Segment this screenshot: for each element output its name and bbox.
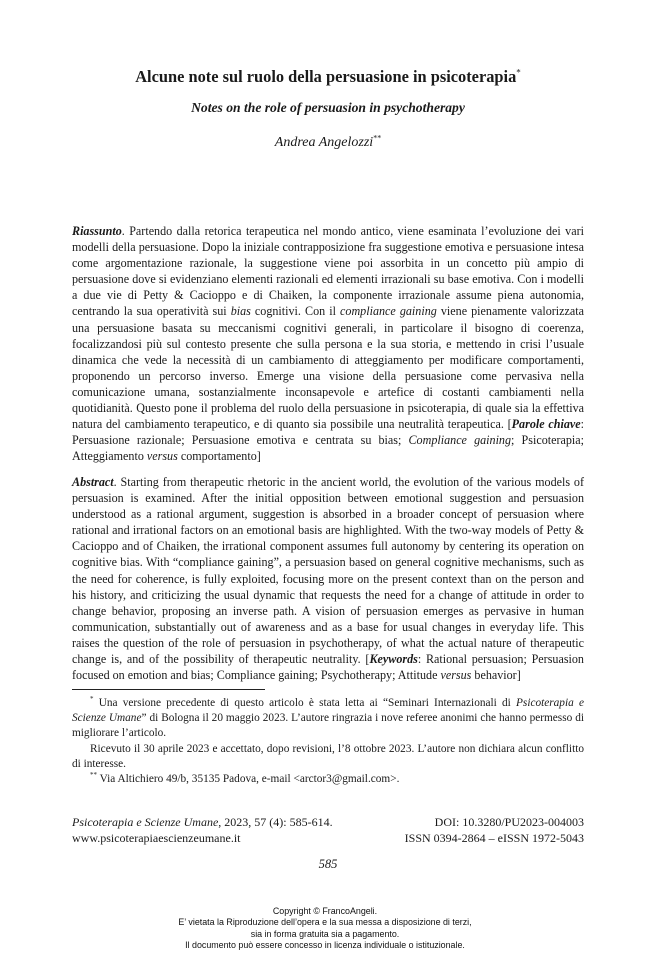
journal-name: Psicoterapia e Scienze Umane [72,815,219,829]
journal-issn: ISSN 0394-2864 – eISSN 1972-5043 [404,830,584,845]
footnote-1-text-1: Una versione precedente di questo articolo è stata letta ai “Seminari Internazionali di [93,697,517,709]
abstract-en-lead: Abstract [72,475,114,489]
copyright-line-4: Il documento può essere concesso in licenza individuale o istituzionale. [185,939,465,950]
abstract-en-text-2: : Rational persuasion; Persuasion focused on emotion and bias; Compliance gaining; Psychotherapy; Attitude [72,652,584,683]
abstract-it-text-5: ; Psicoterapia; Atteggiamento [72,433,584,464]
journal-info [72,815,584,846]
footnote-1-mark: * [90,695,94,704]
footnote-2 [72,772,584,787]
footnote-1 [72,696,584,742]
abstract-it-italic-2: compliance gaining [340,304,437,319]
abstract-it-lead: Riassunto [72,224,122,238]
author-line [72,134,584,152]
copyright-line-1: Copyright © FrancoAngeli. [272,906,378,916]
journal-citation [72,815,333,831]
article-title [72,67,584,87]
footnote-2-mark: ** [90,771,97,780]
abstract-en-keywords-label: Keywords [369,652,418,667]
abstract-it-italic-4: versus [146,449,178,464]
journal-website: www.psicoterapiaescienzeumane.it [72,830,241,845]
abstract-it-text-3: viene pienamente valorizzata una persuasione basata su meccanismi cognitivi generali, in particolare il bisogno di coerenza, focalizzandosi più sul contesto presente che sulla persona e la sua storia, e mettendo in crisi l’usuale dinamica che vede la necessità di un cambiamento di atteggiamento per modificare comportamenti, proponendo un percorso inverso. Emerge una visione della persuasione come pervasiva nella comunicazione umana, sostanzialmente inconsapevole e artefice di costanti cambiamenti nella quotidianità. Questo pone il problema del ruolo della persuasione in psicoterapia, di quale sia la effettiva natura del cambiamento terapeutico, e di quanto sia possibile una neutralità terapeutica. [ [72,304,584,432]
abstract-it-text-6: comportamento] [177,449,261,464]
abstract-it-text-2: cognitivi. Con il [250,304,341,319]
abstract-en-italic-1: versus [440,668,472,683]
copyright-line-3: sia in forma gratuita sia a pagamento. [250,928,400,939]
abstract-it-italic-1: bias [230,304,251,319]
abstract-it-text-1: . Partendo dalla retorica terapeutica nel mondo antico, viene esaminata l’evoluzione dei vari modelli della persuasione. Dopo la iniziale contrapposizione fra suggestione emotiva e persuasione intesa come argomentazione razionale, la suggestione viene poi assorbita in un concetto più ampio di persuasione dove si evidenziano elementi razionali ed elementi irrazionali su base emotiva. Con i modelli a due vie di Petty & Cacioppo e di Chaiken, la componente irrazionale assume piena autonomia, centrando la sua operatività sui [72,224,584,319]
footnote-2-text: Via Altichiero 49/b, 35135 Padova, e-mail <arctor3@gmail.com>. [97,773,400,786]
abstract-it-keywords-label: Parole chiave [511,417,581,432]
title-footnote-mark: * [516,67,521,78]
journal-row-1 [72,815,584,831]
journal-issue: , 2023, 57 (4): 585-614. [218,815,333,829]
article-subtitle: Notes on the role of persuasion in psychotherapy [191,100,465,115]
author-footnote-mark: ** [373,133,382,143]
page-number: 585 [318,857,338,871]
author-name: Andrea Angelozzi [274,135,374,150]
abstract-it-text-4: : Persuasione razionale; Persuasione emotiva e centrata su bias; [72,417,584,448]
title-text: Alcune note sul ruolo della persuasione in psicoterapia [135,67,517,86]
footnote-1-journal-name: Psicoterapia e Scienze Umane [72,697,584,725]
footnote-1-text-2: ” di Bologna il 20 maggio 2023. L’autore ringrazia i nove referee anonimi che hanno permesso di migliorare l’articolo. [72,712,585,740]
footnote-divider [72,689,265,690]
abstract-en-text-1: . Starting from therapeutic rhetoric in the ancient world, the evolution of the various models of persuasion is examined. After the initial opposition between emotional suggestion and persuasion understood as a rational argument, suggestion is absorbed in a broader concept of persuasion where rational and irrational factors on an emotional basis are highlighted. With the two-way models of Petty & Cacioppo and of Chaiken, the irrational component assumes full autonomy by centering its operation on cognitive bias. With “compliance gaining”, a persuasion based on general cognitive mechanisms, such as the need for coherence, is fully exploited, focusing more on the present context than on the person and his history, and criticizing the usual dynamic that requests the need for a change of attitude in order to change behavior, proposing an inverse path. A vision of persuasion emerges as pervasive in human communication, substantially out of awareness and as a base for usual changes in everyday life. This raises the question of the role of persuasion in psychotherapy, of what the actual nature of therapeutic change is, and of the possibility of therapeutic neutrality. [ [72,475,584,667]
journal-doi: DOI: 10.3280/PU2023-004003 [434,815,584,829]
journal-row-2 [72,831,584,847]
copyright-notice [0,906,650,951]
abstract-english [72,474,584,683]
footnote-received: Ricevuto il 30 aprile 2023 e accettato, dopo revisioni, l’8 ottobre 2023. L’autore non dichiara alcun conflitto di interesse. [72,742,584,770]
footnotes [72,696,584,787]
abstract-italian [72,223,584,464]
copyright-line-2: E’ vietata la Riproduzione dell’opera e la sua messa a disposizione di terzi, [178,917,472,928]
abstract-it-italic-3: Compliance gaining [408,433,512,448]
abstract-en-text-3: behavior] [471,668,521,683]
